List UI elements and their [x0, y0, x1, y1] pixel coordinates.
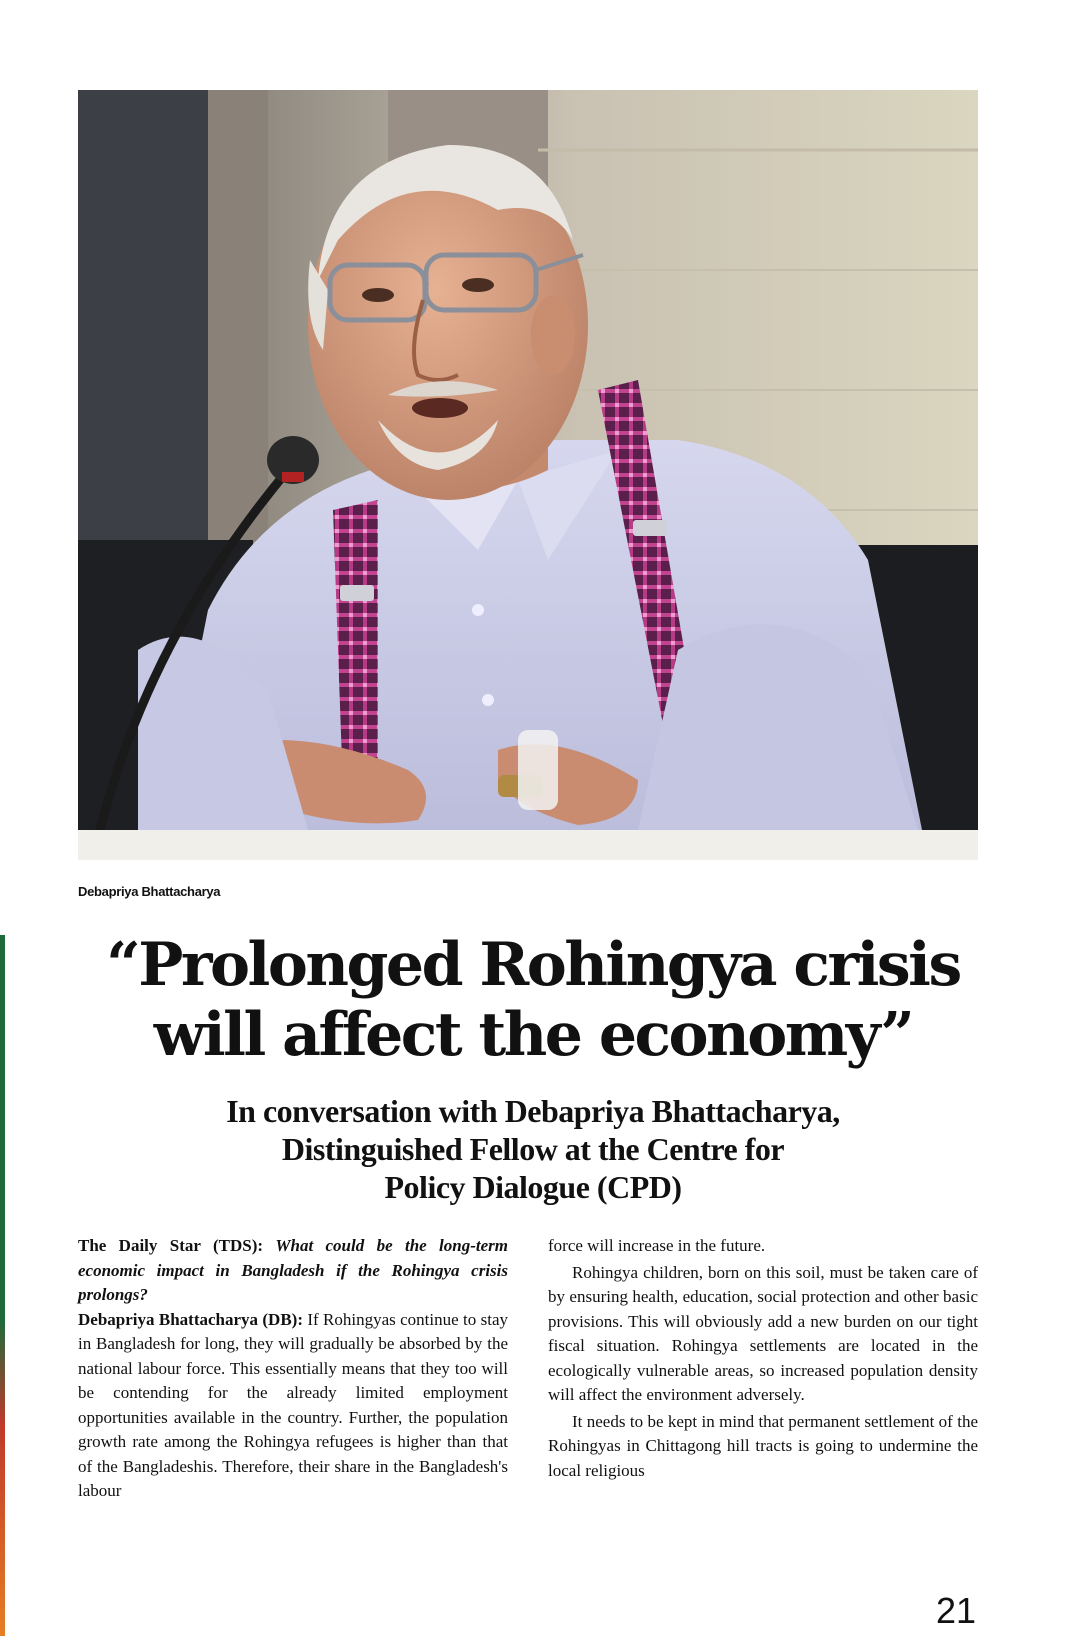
- page-edge-strip: [0, 935, 5, 1636]
- answer-text: If Rohingyas continue to stay in Bangladesh for long, they will gradually be absorbed by the national labour force. This essentially means that they too will be contending for the already limited employment opportunities available in the country. Further, the population growth rate among the Rohingya refugees is higher than that of the Bangladeshis. Therefore, their share in the Bangladesh's labour: [78, 1309, 508, 1500]
- interview-question: [78, 1234, 508, 1308]
- portrait-photo: [78, 90, 978, 860]
- question-text: What could be the long-term economic impact in Bangladesh if the Rohingya crisis prolongs?: [78, 1236, 508, 1304]
- article-paragraph: Rohingya children, born on this soil, must be taken care of by ensuring health, education, social protection and other basic provisions. This will obviously add a new burden on our tight fiscal situation. Rohingya settlements are located in the ecologically vulnerable areas, so increased population density will affect the environment adversely.: [548, 1262, 978, 1404]
- article-column-right: [548, 1234, 978, 1483]
- headline: [40, 930, 1026, 1070]
- answer-speaker: Debapriya Bhattacharya (DB):: [78, 1309, 303, 1329]
- interview-answer: [78, 1308, 508, 1504]
- headline-line-2: will affect the economy”: [153, 1000, 913, 1070]
- photo-caption: Debapriya Bhattacharya: [78, 884, 221, 899]
- answer-continuation: force will increase in the future.: [548, 1236, 766, 1255]
- subheadline-line-2: Distinguished Fellow at the Centre for: [281, 1131, 785, 1167]
- article-paragraph: It needs to be kept in mind that permanent settlement of the Rohingyas in Chittagong hill tracts is going to undermine the local religious: [548, 1411, 978, 1480]
- subheadline-line-1: In conversation with Debapriya Bhattacharya,: [226, 1093, 840, 1129]
- headline-line-1: “Prolonged Rohingya crisis: [106, 930, 960, 1000]
- page-number: 21: [935, 1590, 976, 1631]
- subheadline-line-3: Policy Dialogue (CPD): [384, 1169, 682, 1205]
- subheadline: [60, 1092, 1006, 1206]
- article-column-left: [78, 1234, 508, 1504]
- question-speaker: The Daily Star (TDS):: [78, 1236, 264, 1255]
